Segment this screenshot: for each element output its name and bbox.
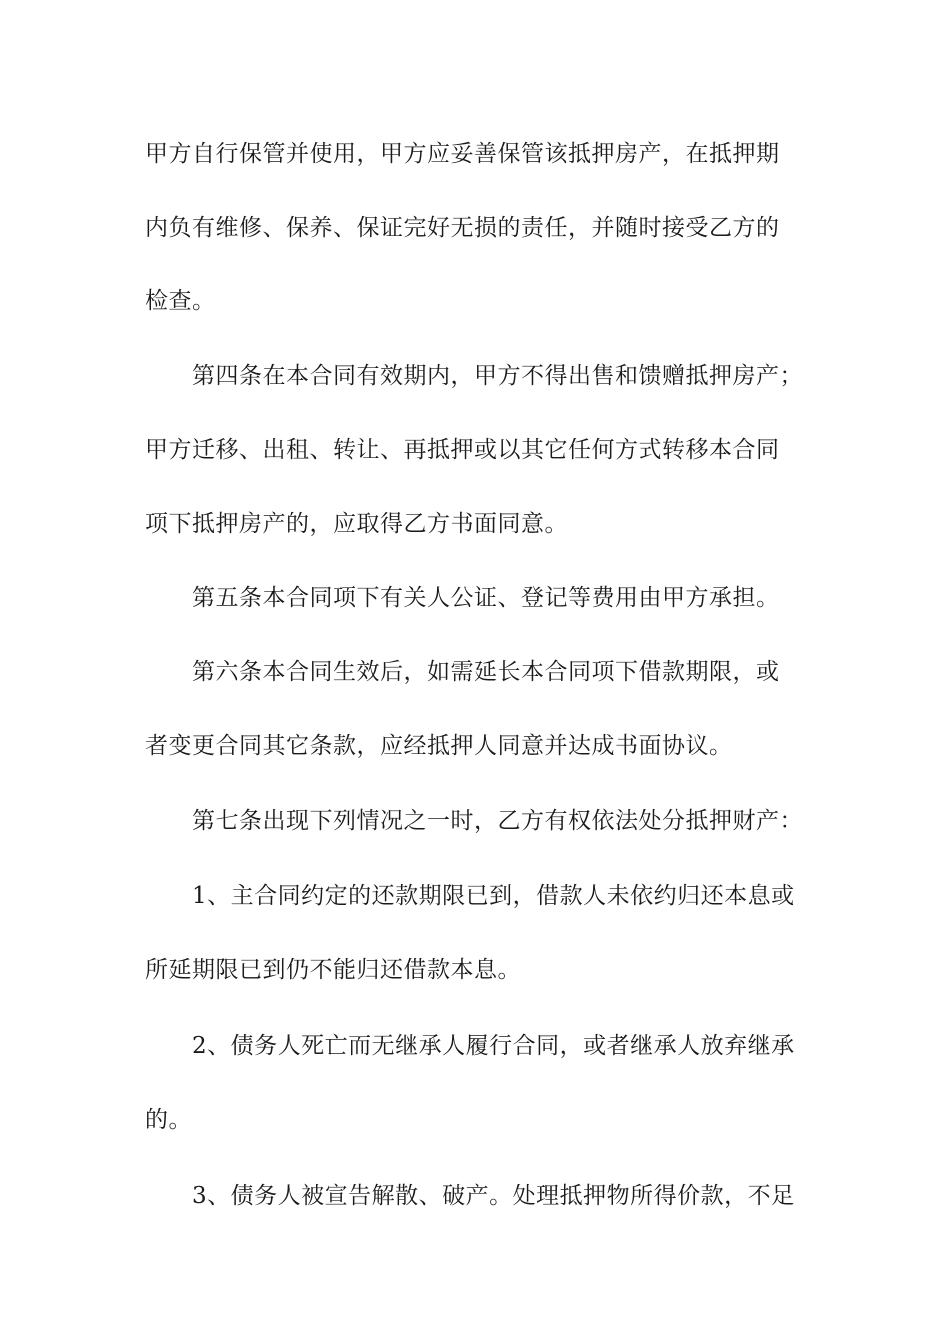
text-line: 检查。 bbox=[145, 288, 216, 314]
text-line: 甲方迁移、出租、转让、再抵押或以其它任何方式转移本合同 bbox=[145, 437, 780, 463]
text-line: 2、债务人死亡而无继承人履行合同，或者继承人放弃继承 bbox=[192, 1033, 795, 1059]
text-line: 1、主合同约定的还款期限已到，借款人未依约归还本息或 bbox=[192, 883, 795, 909]
text-line: 的。 bbox=[145, 1107, 192, 1133]
text-line: 甲方自行保管并使用，甲方应妥善保管该抵押房产，在抵押期 bbox=[145, 141, 780, 167]
text-line: 第六条本合同生效后，如需延长本合同项下借款期限，或 bbox=[192, 659, 780, 685]
text-line: 内负有维修、保养、保证完好无损的责任，并随时接受乙方的 bbox=[145, 215, 780, 241]
text-line: 项下抵押房产的，应取得乙方书面同意。 bbox=[145, 511, 568, 537]
text-line: 第七条出现下列情况之一时，乙方有权依法处分抵押财产： bbox=[192, 808, 803, 834]
text-line: 第四条在本合同有效期内，甲方不得出售和馈赠抵押房产； bbox=[192, 363, 803, 389]
text-line: 所延期限已到仍不能归还借款本息。 bbox=[145, 957, 521, 983]
text-line: 3、债务人被宣告解散、破产。处理抵押物所得价款，不足 bbox=[192, 1183, 795, 1209]
text-line: 第五条本合同项下有关人公证、登记等费用由甲方承担。 bbox=[192, 585, 780, 611]
text-line: 者变更合同其它条款，应经抵押人同意并达成书面协议。 bbox=[145, 733, 733, 759]
